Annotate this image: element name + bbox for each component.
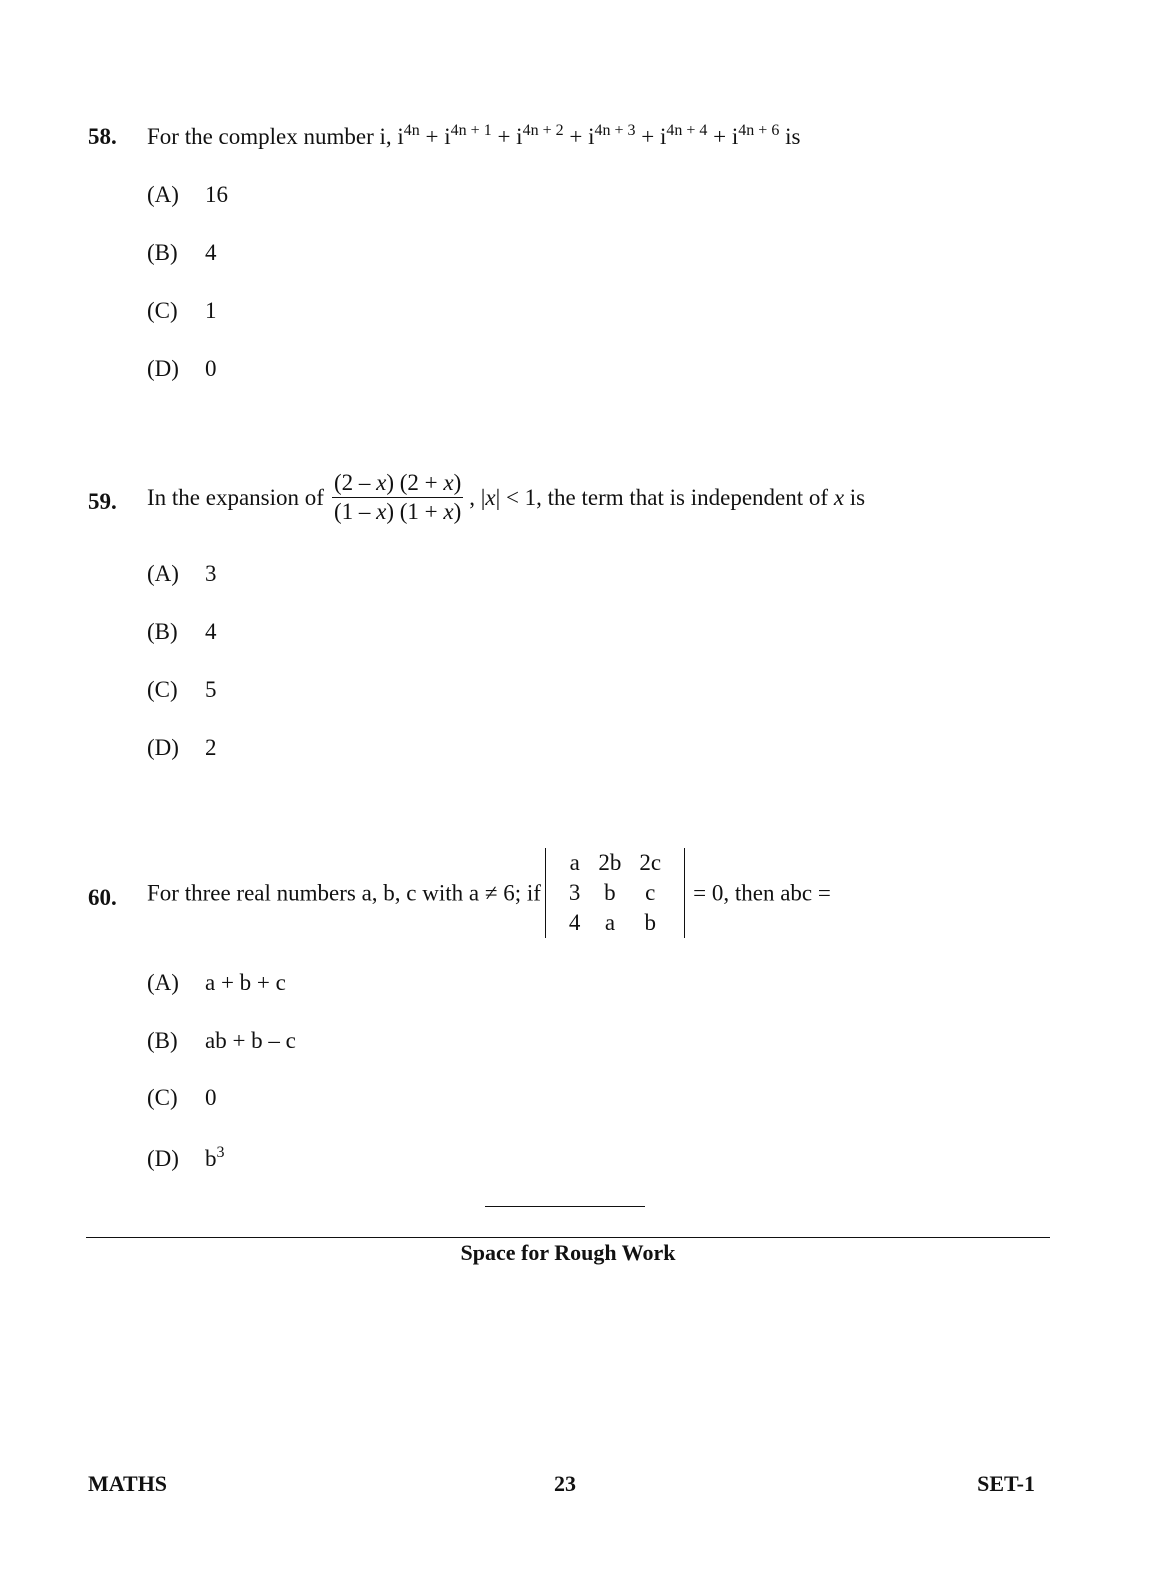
det-cell: 2b [598,850,622,875]
option-text: 16 [205,182,228,207]
q59-option-c [147,677,217,703]
option-text: 5 [205,677,217,702]
option-text: 4 [205,240,217,265]
q58-suffix: is [779,124,801,149]
option-label: (D) [147,356,179,381]
q58-plus: + i [563,124,595,149]
det-cell: a [569,850,580,875]
q59-suffix: is [844,484,866,510]
option-text: 4 [205,619,217,644]
option-label: (B) [147,1028,178,1053]
q59-option-d [147,735,217,761]
det-cell: b [604,880,616,905]
option-text: 3 [205,561,217,586]
q58-plus: + i [635,124,667,149]
q60-suffix: = 0, then abc = [693,880,831,906]
question-59-number: 59. [88,489,117,514]
option-text: a + b + c [205,970,286,995]
option-superscript: 3 [216,1144,225,1161]
question-59-text [147,472,865,527]
option-label: (D) [147,1146,179,1171]
det-cell: 3 [568,880,581,905]
option-text: 0 [205,1085,217,1110]
option-text: 2 [205,735,217,760]
option-text: b [205,1146,217,1171]
q60-option-a [147,970,286,996]
question-60-text [147,850,831,940]
det-cell: c [645,880,656,905]
question-58-text [147,124,800,150]
q58-exp-3: 4n + 2 [522,122,564,139]
det-cell: a [604,910,616,935]
q59-option-b [147,619,217,645]
option-text: ab + b – c [205,1028,296,1053]
q58-exp-6: 4n + 6 [738,122,780,139]
q58-plus: + i [491,124,523,149]
rough-work-divider [86,1237,1050,1238]
q60-prefix: For three real numbers a, b, c with a ≠ 6; if [147,880,541,906]
q58-exp-2: 4n + 1 [450,122,492,139]
rough-work-heading: Space for Rough Work [460,1240,676,1265]
option-text: 1 [205,298,217,323]
option-label: (A) [147,182,179,207]
q59-condition: , |x| < 1, the term that is independent of [469,484,834,510]
q60-determinant [545,848,685,938]
option-text: 0 [205,356,217,381]
q58-exp-4: 4n + 3 [594,122,636,139]
q58-option-d [147,356,217,382]
option-label: (A) [147,561,179,586]
option-label: (C) [147,677,178,702]
q59-numerator: (2 – x) (2 + x) [332,470,463,498]
footer-page-number: 23 [554,1471,576,1496]
q59-denominator: (1 – x) (1 + x) [333,499,462,524]
q58-prefix: For the complex number i, i [147,124,404,149]
q60-option-c [147,1085,217,1111]
det-cell: 2c [639,850,662,875]
q59-option-a [147,561,217,587]
q58-exp-5: 4n + 4 [666,122,708,139]
option-label: (D) [147,735,179,760]
q59-prefix: In the expansion of [147,484,324,510]
option-label: (A) [147,970,179,995]
option-label: (C) [147,298,178,323]
q58-plus: + i [419,124,451,149]
option-label: (C) [147,1085,178,1110]
q58-exp-1: 4n [403,122,420,139]
option-label: (B) [147,240,178,265]
question-60-number: 60. [88,885,117,910]
q59-fraction [332,470,463,525]
q58-option-c [147,298,217,324]
end-of-questions-rule [485,1206,645,1207]
q58-option-a [147,182,228,208]
q60-option-d [147,1146,225,1172]
footer-set: SET-1 [977,1471,1035,1496]
q58-option-b [147,240,217,266]
q58-plus: + i [707,124,739,149]
question-58-number: 58. [88,124,117,149]
option-label: (B) [147,619,178,644]
q60-option-b [147,1028,296,1054]
footer-subject: MATHS [88,1471,168,1496]
q59-variable: x [833,484,845,510]
det-cell: 4 [568,910,581,935]
det-cell: b [644,910,657,935]
